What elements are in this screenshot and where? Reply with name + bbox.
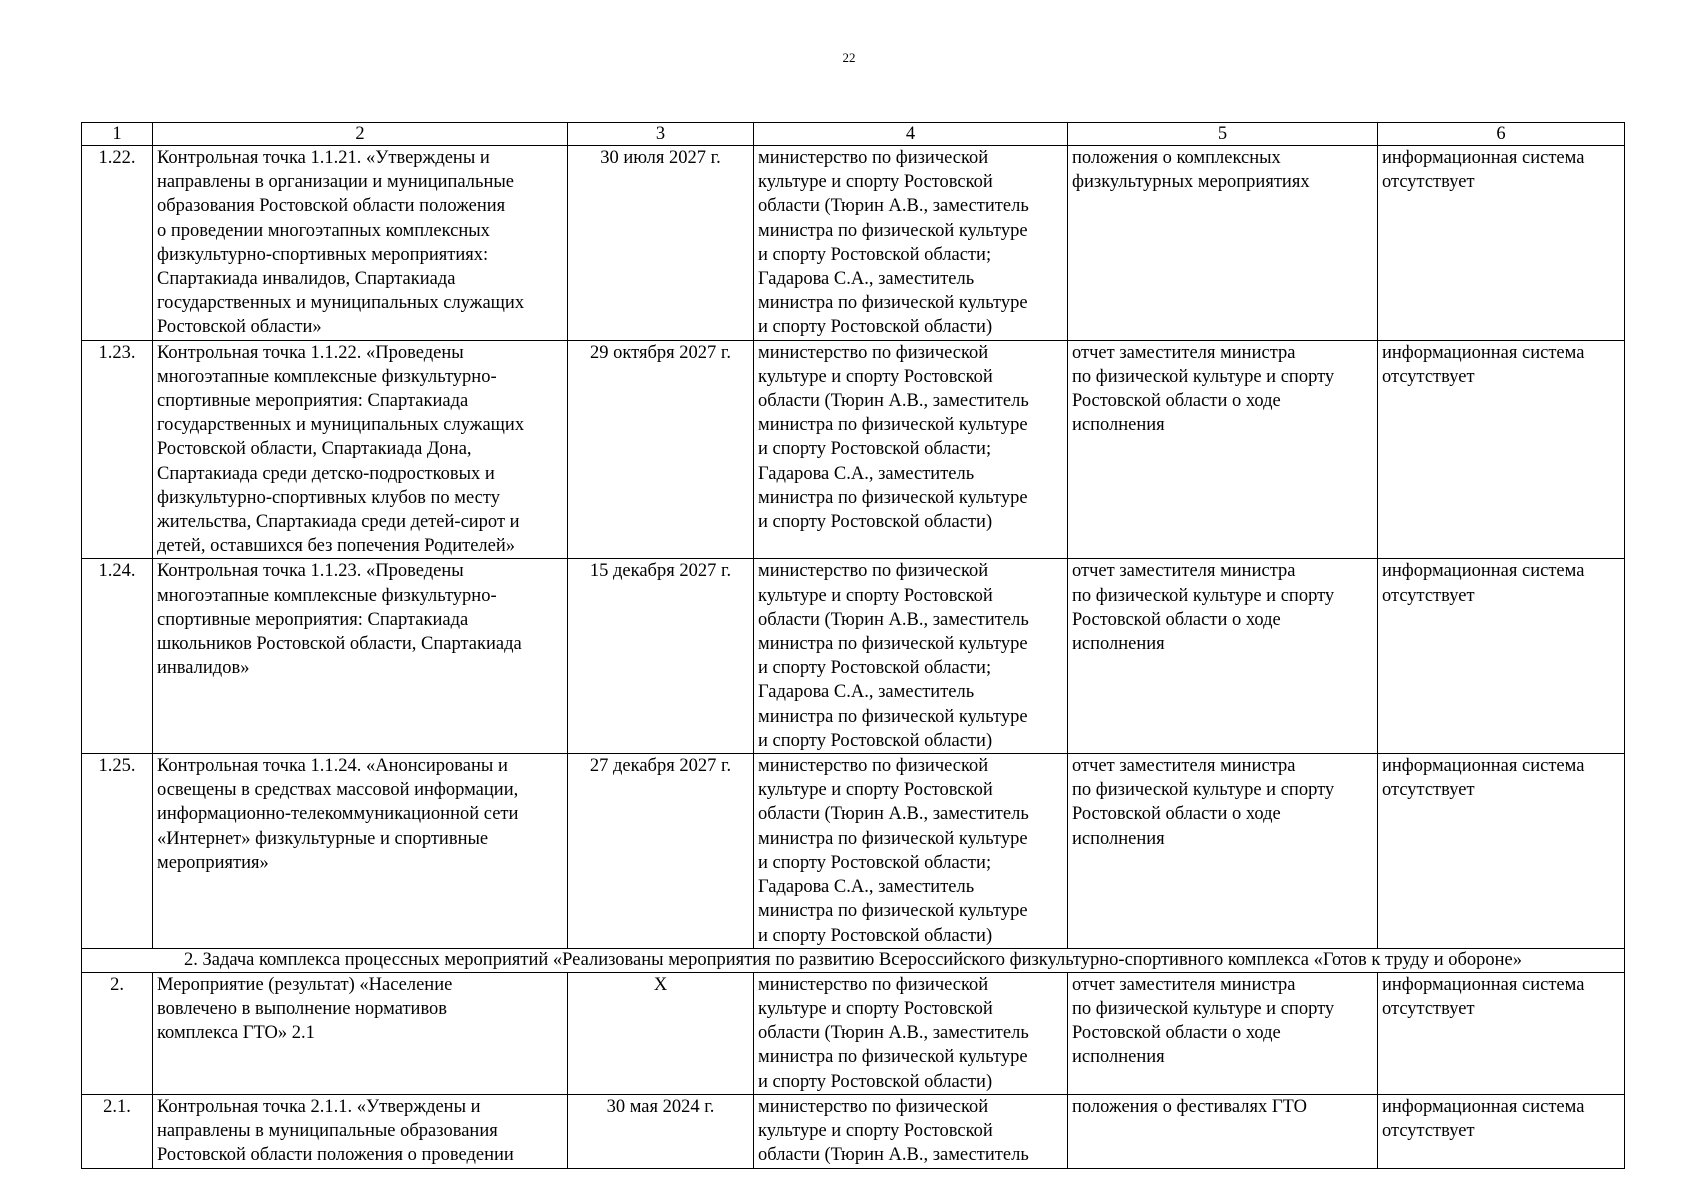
table-row bbox=[82, 754, 1625, 949]
row-title bbox=[153, 754, 568, 949]
cell-line: министерство по физической bbox=[758, 561, 989, 582]
cell-line: культуре и спорту Ростовской bbox=[758, 585, 993, 606]
column-header: 6 bbox=[1378, 123, 1625, 146]
cell-line: спортивные мероприятия: Спартакиада bbox=[157, 609, 469, 630]
cell-line: «Интернет» физкультурные и спортивные bbox=[157, 828, 489, 849]
cell-line: Гадарова С.А., заместитель bbox=[758, 269, 975, 290]
row-title bbox=[153, 972, 568, 1094]
cell-line: отчет заместителя министра bbox=[1072, 974, 1296, 995]
row-number: 2. bbox=[82, 972, 153, 1094]
cell-line: освещены в средствах массовой информации, bbox=[157, 780, 519, 801]
row-info-system bbox=[1378, 559, 1625, 754]
cell-line: и спорту Ростовской области) bbox=[758, 512, 993, 533]
cell-line: Ростовской области о ходе bbox=[1072, 609, 1281, 630]
cell-line: информационная система bbox=[1382, 342, 1585, 363]
cell-line: министерство по физической bbox=[758, 1096, 989, 1117]
cell-line: Гадарова С.А., заместитель bbox=[758, 463, 975, 484]
cell-line: образования Ростовской области положения bbox=[157, 196, 506, 217]
cell-line: Контрольная точка 1.1.23. «Проведены bbox=[157, 561, 464, 582]
cell-line: отсутствует bbox=[1382, 1120, 1475, 1141]
cell-line: области (Тюрин А.В., заместитель bbox=[758, 609, 1029, 630]
cell-line: исполнения bbox=[1072, 415, 1165, 436]
cell-line: Ростовской области» bbox=[157, 317, 322, 338]
cell-line: Контрольная точка 1.1.21. «Утверждены и bbox=[157, 148, 490, 168]
row-document bbox=[1068, 146, 1378, 341]
cell-line: отсутствует bbox=[1382, 998, 1475, 1019]
cell-line: государственных и муниципальных служащих bbox=[157, 293, 525, 314]
cell-line: отчет заместителя министра bbox=[1072, 342, 1296, 363]
cell-line: области (Тюрин А.В., заместитель bbox=[758, 804, 1029, 825]
cell-line: информационная система bbox=[1382, 561, 1585, 582]
cell-line: детей, оставшихся без попечения Родителей» bbox=[157, 536, 515, 557]
cell-line: Ростовской области о ходе bbox=[1072, 391, 1281, 412]
cell-line: и спорту Ростовской области) bbox=[758, 1071, 993, 1092]
cell-line: области (Тюрин А.В., заместитель bbox=[758, 1023, 1029, 1044]
cell-line: Ростовской области о ходе bbox=[1072, 1023, 1281, 1044]
row-deadline: 30 мая 2024 г. bbox=[568, 1094, 754, 1168]
cell-line: физкультурных мероприятиях bbox=[1072, 172, 1310, 193]
cell-line: министра по физической культуре bbox=[758, 220, 1028, 241]
cell-line: области (Тюрин А.В., заместитель bbox=[758, 391, 1029, 412]
column-header: 4 bbox=[754, 123, 1068, 146]
control-points-table bbox=[81, 122, 1625, 1169]
cell-line: Спартакиада инвалидов, Спартакиада bbox=[157, 269, 456, 290]
cell-line: министра по физической культуре bbox=[758, 706, 1028, 727]
row-title bbox=[153, 559, 568, 754]
cell-line: отчет заместителя министра bbox=[1072, 756, 1296, 777]
cell-line: многоэтапные комплексные физкультурно- bbox=[157, 366, 497, 387]
row-number: 1.24. bbox=[82, 559, 153, 754]
cell-line: по физической культуре и спорту bbox=[1072, 998, 1335, 1019]
cell-line: по физической культуре и спорту bbox=[1072, 780, 1335, 801]
cell-line: области (Тюрин А.В., заместитель bbox=[758, 196, 1029, 217]
cell-line: министра по физической культуре bbox=[758, 415, 1028, 436]
cell-line: и спорту Ростовской области; bbox=[758, 658, 992, 679]
row-responsible bbox=[754, 559, 1068, 754]
cell-line: Ростовской области положения о проведении bbox=[157, 1145, 514, 1166]
row-number: 1.23. bbox=[82, 340, 153, 559]
cell-line: информационно-телекоммуникационной сети bbox=[157, 804, 519, 825]
task-section-title: 2. Задача комплекса процессных мероприятий «Реализованы мероприятия по развитию Всероссийского физкультурно-спортивного комплекса «Готов к труду и обороне» bbox=[82, 948, 1625, 972]
cell-line: информационная система bbox=[1382, 974, 1585, 995]
cell-line: Мероприятие (результат) «Население bbox=[157, 974, 453, 995]
row-number: 1.22. bbox=[82, 146, 153, 341]
cell-line: министра по физической культуре bbox=[758, 828, 1028, 849]
cell-line: государственных и муниципальных служащих bbox=[157, 415, 525, 436]
cell-line: многоэтапные комплексные физкультурно- bbox=[157, 585, 497, 606]
cell-line: по физической культуре и спорту bbox=[1072, 585, 1335, 606]
column-header: 2 bbox=[153, 123, 568, 146]
row-responsible bbox=[754, 754, 1068, 949]
row-number: 2.1. bbox=[82, 1094, 153, 1168]
cell-line: отсутствует bbox=[1382, 366, 1475, 387]
cell-line: положения о фестивалях ГТО bbox=[1072, 1096, 1307, 1117]
cell-line: Ростовской области, Спартакиада Дона, bbox=[157, 439, 472, 460]
row-document bbox=[1068, 559, 1378, 754]
row-responsible bbox=[754, 972, 1068, 1094]
cell-line: министра по физической культуре bbox=[758, 487, 1028, 508]
cell-line: и спорту Ростовской области) bbox=[758, 925, 993, 946]
cell-line: Контрольная точка 2.1.1. «Утверждены и bbox=[157, 1096, 481, 1117]
column-header: 1 bbox=[82, 123, 153, 146]
cell-line: информационная система bbox=[1382, 148, 1585, 168]
cell-line: министерство по физической bbox=[758, 756, 989, 777]
row-info-system bbox=[1378, 340, 1625, 559]
row-deadline: 29 октября 2027 г. bbox=[568, 340, 754, 559]
table-row bbox=[82, 340, 1625, 559]
cell-line: культуре и спорту Ростовской bbox=[758, 998, 993, 1019]
cell-line: исполнения bbox=[1072, 1047, 1165, 1068]
column-header: 3 bbox=[568, 123, 754, 146]
row-responsible bbox=[754, 146, 1068, 341]
row-info-system bbox=[1378, 1094, 1625, 1168]
row-title bbox=[153, 340, 568, 559]
table-row bbox=[82, 972, 1625, 1094]
cell-line: мероприятия» bbox=[157, 852, 269, 873]
row-info-system bbox=[1378, 972, 1625, 1094]
cell-line: спортивные мероприятия: Спартакиада bbox=[157, 391, 469, 412]
cell-line: министерство по физической bbox=[758, 148, 989, 168]
row-title bbox=[153, 146, 568, 341]
cell-line: и спорту Ростовской области; bbox=[758, 244, 992, 265]
row-responsible bbox=[754, 340, 1068, 559]
cell-line: культуре и спорту Ростовской bbox=[758, 780, 993, 801]
cell-line: положения о комплексных bbox=[1072, 148, 1281, 168]
cell-line: министра по физической культуре bbox=[758, 1047, 1028, 1068]
table-header-row bbox=[82, 123, 1625, 146]
cell-line: школьников Ростовской области, Спартакиада bbox=[157, 634, 522, 655]
row-info-system bbox=[1378, 146, 1625, 341]
row-number: 1.25. bbox=[82, 754, 153, 949]
cell-line: области (Тюрин А.В., заместитель bbox=[758, 1145, 1029, 1166]
row-deadline: 27 декабря 2027 г. bbox=[568, 754, 754, 949]
row-responsible bbox=[754, 1094, 1068, 1168]
cell-line: вовлечено в выполнение нормативов bbox=[157, 998, 448, 1019]
cell-line: отсутствует bbox=[1382, 585, 1475, 606]
table-body bbox=[82, 123, 1625, 1169]
cell-line: по физической культуре и спорту bbox=[1072, 366, 1335, 387]
cell-line: направлены в муниципальные образования bbox=[157, 1120, 498, 1141]
cell-line: министерство по физической bbox=[758, 342, 989, 363]
row-deadline: 15 декабря 2027 г. bbox=[568, 559, 754, 754]
cell-line: отсутствует bbox=[1382, 172, 1475, 193]
cell-line: физкультурно-спортивных клубов по месту bbox=[157, 487, 500, 508]
row-info-system bbox=[1378, 754, 1625, 949]
cell-line: отсутствует bbox=[1382, 780, 1475, 801]
cell-line: и спорту Ростовской области) bbox=[758, 730, 993, 751]
row-deadline: X bbox=[568, 972, 754, 1094]
cell-line: культуре и спорту Ростовской bbox=[758, 172, 993, 193]
table-row bbox=[82, 146, 1625, 341]
row-document bbox=[1068, 1094, 1378, 1168]
cell-line: и спорту Ростовской области) bbox=[758, 317, 993, 338]
row-deadline: 30 июля 2027 г. bbox=[568, 146, 754, 341]
cell-line: министра по физической культуре bbox=[758, 901, 1028, 922]
cell-line: исполнения bbox=[1072, 634, 1165, 655]
cell-line: информационная система bbox=[1382, 756, 1585, 777]
cell-line: и спорту Ростовской области; bbox=[758, 852, 992, 873]
cell-line: направлены в организации и муниципальные bbox=[157, 172, 514, 193]
cell-line: Контрольная точка 1.1.24. «Анонсированы и bbox=[157, 756, 508, 777]
row-document bbox=[1068, 754, 1378, 949]
cell-line: министра по физической культуре bbox=[758, 634, 1028, 655]
cell-line: культуре и спорту Ростовской bbox=[758, 1120, 993, 1141]
task-section-row bbox=[82, 948, 1625, 972]
row-document bbox=[1068, 972, 1378, 1094]
cell-line: и спорту Ростовской области; bbox=[758, 439, 992, 460]
cell-line: инвалидов» bbox=[157, 658, 250, 679]
cell-line: Контрольная точка 1.1.22. «Проведены bbox=[157, 342, 464, 363]
cell-line: Гадарова С.А., заместитель bbox=[758, 682, 975, 703]
cell-line: министерство по физической bbox=[758, 974, 989, 995]
cell-line: отчет заместителя министра bbox=[1072, 561, 1296, 582]
column-header: 5 bbox=[1068, 123, 1378, 146]
cell-line: Ростовской области о ходе bbox=[1072, 804, 1281, 825]
cell-line: жительства, Спартакиада среди детей-сирот и bbox=[157, 512, 520, 533]
cell-line: физкультурно-спортивных мероприятиях: bbox=[157, 244, 489, 265]
cell-line: министра по физической культуре bbox=[758, 293, 1028, 314]
table-row bbox=[82, 1094, 1625, 1168]
page-number: 22 bbox=[842, 50, 856, 65]
cell-line: Спартакиада среди детско-подростковых и bbox=[157, 463, 495, 484]
cell-line: Гадарова С.А., заместитель bbox=[758, 877, 975, 898]
cell-line: культуре и спорту Ростовской bbox=[758, 366, 993, 387]
cell-line: о проведении многоэтапных комплексных bbox=[157, 220, 490, 241]
cell-line: информационная система bbox=[1382, 1096, 1585, 1117]
cell-line: комплекса ГТО» 2.1 bbox=[157, 1023, 315, 1044]
row-title bbox=[153, 1094, 568, 1168]
row-document bbox=[1068, 340, 1378, 559]
table-row bbox=[82, 559, 1625, 754]
cell-line: исполнения bbox=[1072, 828, 1165, 849]
